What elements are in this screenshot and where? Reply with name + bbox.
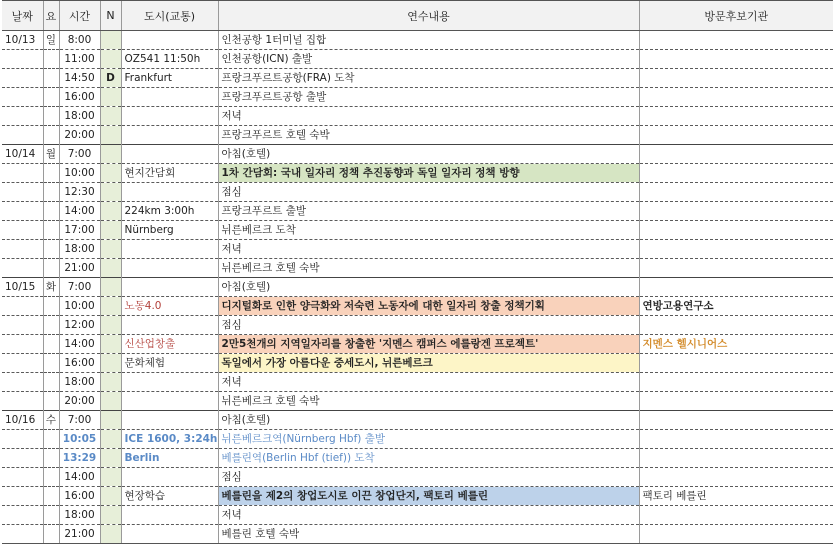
cell-date: 10/16 xyxy=(2,411,43,430)
cell-time: 10:00 xyxy=(59,297,100,316)
cell-org xyxy=(639,69,833,88)
cell-n xyxy=(100,297,121,316)
cell-city: OZ541 11:50h xyxy=(121,50,218,69)
cell-content: 프랑크푸르트 출발 xyxy=(218,202,639,221)
cell-n xyxy=(100,240,121,259)
cell-content: 독일에서 가장 아름다운 중세도시, 뉘른베르크 xyxy=(218,354,639,373)
cell-time: 20:00 xyxy=(59,392,100,411)
cell-day xyxy=(43,221,59,240)
cell-day xyxy=(43,69,59,88)
cell-n: D xyxy=(100,69,121,88)
cell-date xyxy=(2,430,43,449)
cell-city: 현지간담회 xyxy=(121,164,218,183)
cell-time: 11:00 xyxy=(59,50,100,69)
cell-date xyxy=(2,525,43,544)
cell-n xyxy=(100,373,121,392)
cell-date xyxy=(2,107,43,126)
table-row xyxy=(2,107,833,126)
cell-time: 8:00 xyxy=(59,31,100,50)
cell-time: 12:00 xyxy=(59,316,100,335)
cell-org xyxy=(639,221,833,240)
cell-n xyxy=(100,107,121,126)
table-row xyxy=(2,50,833,69)
header-content: 연수내용 xyxy=(218,1,639,31)
cell-date xyxy=(2,202,43,221)
cell-city xyxy=(121,278,218,297)
cell-n xyxy=(100,145,121,164)
cell-content: 인천공항(ICN) 출발 xyxy=(218,50,639,69)
cell-day xyxy=(43,183,59,202)
cell-date xyxy=(2,335,43,354)
cell-city xyxy=(121,183,218,202)
cell-date xyxy=(2,316,43,335)
header-org: 방문후보기관 xyxy=(639,1,833,31)
cell-time: 7:00 xyxy=(59,411,100,430)
cell-content: 1차 간담회: 국내 일자리 정책 추진동향과 독일 일자리 정책 방향 xyxy=(218,164,639,183)
cell-date xyxy=(2,506,43,525)
table-row xyxy=(2,221,833,240)
cell-day: 일 xyxy=(43,31,59,50)
cell-city xyxy=(121,392,218,411)
cell-org xyxy=(639,50,833,69)
cell-day xyxy=(43,449,59,468)
cell-day xyxy=(43,525,59,544)
cell-day xyxy=(43,107,59,126)
itinerary-table xyxy=(2,0,833,544)
cell-day xyxy=(43,487,59,506)
table-row xyxy=(2,202,833,221)
cell-date xyxy=(2,259,43,278)
cell-time: 10:00 xyxy=(59,164,100,183)
cell-content: 뉘른베르크 호텔 숙박 xyxy=(218,392,639,411)
cell-time: 20:00 xyxy=(59,126,100,145)
cell-time: 18:00 xyxy=(59,107,100,126)
cell-org xyxy=(639,525,833,544)
cell-day xyxy=(43,506,59,525)
cell-content: 저녁 xyxy=(218,373,639,392)
table-row xyxy=(2,145,833,164)
cell-org xyxy=(639,411,833,430)
cell-day xyxy=(43,50,59,69)
cell-org xyxy=(639,430,833,449)
cell-org: 지멘스 헬시니어스 xyxy=(639,335,833,354)
cell-date xyxy=(2,297,43,316)
header-day: 요 xyxy=(43,1,59,31)
cell-date xyxy=(2,373,43,392)
cell-day: 월 xyxy=(43,145,59,164)
cell-day xyxy=(43,430,59,449)
table-row xyxy=(2,335,833,354)
cell-content: 저녁 xyxy=(218,506,639,525)
cell-org xyxy=(639,468,833,487)
table-row xyxy=(2,278,833,297)
cell-n xyxy=(100,31,121,50)
cell-n xyxy=(100,316,121,335)
itinerary-body xyxy=(2,31,833,544)
cell-content: 디지털화로 인한 양극화와 저숙련 노동자에 대한 일자리 창출 정책기획 xyxy=(218,297,639,316)
cell-content: 점심 xyxy=(218,468,639,487)
cell-time: 14:00 xyxy=(59,468,100,487)
cell-city: 문화체험 xyxy=(121,354,218,373)
cell-date xyxy=(2,183,43,202)
table-row xyxy=(2,88,833,107)
cell-content: 뉘른베르크역(Nürnberg Hbf) 출발 xyxy=(218,430,639,449)
table-row xyxy=(2,487,833,506)
cell-day xyxy=(43,392,59,411)
cell-day xyxy=(43,259,59,278)
cell-content: 아침(호텔) xyxy=(218,145,639,164)
table-row xyxy=(2,69,833,88)
cell-date: 10/13 xyxy=(2,31,43,50)
cell-content: 저녁 xyxy=(218,240,639,259)
cell-city xyxy=(121,88,218,107)
cell-time: 21:00 xyxy=(59,259,100,278)
cell-n xyxy=(100,50,121,69)
cell-org xyxy=(639,392,833,411)
cell-date xyxy=(2,392,43,411)
cell-date: 10/15 xyxy=(2,278,43,297)
cell-content: 뉘른베르크 도착 xyxy=(218,221,639,240)
cell-time: 13:29 xyxy=(59,449,100,468)
cell-city xyxy=(121,126,218,145)
header-city: 도시(교통) xyxy=(121,1,218,31)
cell-time: 7:00 xyxy=(59,145,100,164)
cell-date xyxy=(2,126,43,145)
cell-org xyxy=(639,278,833,297)
cell-day: 수 xyxy=(43,411,59,430)
cell-city xyxy=(121,145,218,164)
cell-time: 16:00 xyxy=(59,88,100,107)
cell-org xyxy=(639,354,833,373)
cell-time: 10:05 xyxy=(59,430,100,449)
cell-date xyxy=(2,354,43,373)
cell-org xyxy=(639,373,833,392)
cell-content: 프랑크푸르트 호텔 숙박 xyxy=(218,126,639,145)
cell-content: 베를린역(Berlin Hbf (tief)) 도착 xyxy=(218,449,639,468)
cell-city: ICE 1600, 3:24h xyxy=(121,430,218,449)
cell-org xyxy=(639,259,833,278)
cell-day xyxy=(43,126,59,145)
cell-date xyxy=(2,50,43,69)
table-row xyxy=(2,316,833,335)
cell-city: 현장학습 xyxy=(121,487,218,506)
cell-day xyxy=(43,240,59,259)
table-row xyxy=(2,468,833,487)
cell-org xyxy=(639,506,833,525)
table-row xyxy=(2,392,833,411)
cell-content: 뉘른베르크 호텔 숙박 xyxy=(218,259,639,278)
table-row xyxy=(2,126,833,145)
table-row xyxy=(2,183,833,202)
cell-n xyxy=(100,88,121,107)
cell-city xyxy=(121,411,218,430)
cell-day: 화 xyxy=(43,278,59,297)
table-row xyxy=(2,240,833,259)
cell-city: 224km 3:00h xyxy=(121,202,218,221)
cell-n xyxy=(100,126,121,145)
cell-org xyxy=(639,202,833,221)
table-row xyxy=(2,259,833,278)
cell-city xyxy=(121,31,218,50)
cell-day xyxy=(43,88,59,107)
cell-time: 18:00 xyxy=(59,240,100,259)
cell-date xyxy=(2,164,43,183)
cell-city xyxy=(121,107,218,126)
cell-time: 12:30 xyxy=(59,183,100,202)
cell-city: 노동4.0 xyxy=(121,297,218,316)
cell-city xyxy=(121,468,218,487)
header-n: N xyxy=(100,1,121,31)
cell-n xyxy=(100,354,121,373)
cell-n xyxy=(100,449,121,468)
cell-day xyxy=(43,316,59,335)
cell-org xyxy=(639,183,833,202)
table-row xyxy=(2,354,833,373)
cell-date xyxy=(2,449,43,468)
cell-date xyxy=(2,88,43,107)
cell-n xyxy=(100,221,121,240)
cell-time: 18:00 xyxy=(59,373,100,392)
cell-date: 10/14 xyxy=(2,145,43,164)
cell-city xyxy=(121,373,218,392)
cell-n xyxy=(100,259,121,278)
cell-time: 16:00 xyxy=(59,354,100,373)
cell-org xyxy=(639,126,833,145)
cell-date xyxy=(2,221,43,240)
table-row xyxy=(2,411,833,430)
cell-time: 14:50 xyxy=(59,69,100,88)
cell-day xyxy=(43,202,59,221)
table-row xyxy=(2,297,833,316)
cell-org xyxy=(639,316,833,335)
cell-org xyxy=(639,164,833,183)
cell-n xyxy=(100,392,121,411)
cell-n xyxy=(100,487,121,506)
cell-content: 아침(호텔) xyxy=(218,411,639,430)
cell-content: 인천공항 1터미널 집합 xyxy=(218,31,639,50)
cell-city: Frankfurt xyxy=(121,69,218,88)
cell-date xyxy=(2,468,43,487)
cell-org: 연방고용연구소 xyxy=(639,297,833,316)
cell-n xyxy=(100,335,121,354)
table-row xyxy=(2,31,833,50)
table-row xyxy=(2,164,833,183)
cell-city: Berlin xyxy=(121,449,218,468)
cell-n xyxy=(100,411,121,430)
cell-city xyxy=(121,316,218,335)
table-row xyxy=(2,506,833,525)
cell-n xyxy=(100,164,121,183)
cell-day xyxy=(43,373,59,392)
table-row xyxy=(2,449,833,468)
cell-n xyxy=(100,525,121,544)
cell-city: 신산업창출 xyxy=(121,335,218,354)
cell-time: 17:00 xyxy=(59,221,100,240)
cell-city xyxy=(121,525,218,544)
table-row xyxy=(2,430,833,449)
cell-content: 프랑크푸르트공항 출발 xyxy=(218,88,639,107)
cell-time: 14:00 xyxy=(59,202,100,221)
table-row xyxy=(2,525,833,544)
cell-content: 프랑크푸르트공항(FRA) 도착 xyxy=(218,69,639,88)
cell-org: 팩토리 베를린 xyxy=(639,487,833,506)
cell-day xyxy=(43,297,59,316)
cell-org xyxy=(639,240,833,259)
cell-time: 18:00 xyxy=(59,506,100,525)
cell-day xyxy=(43,468,59,487)
cell-time: 21:00 xyxy=(59,525,100,544)
cell-day xyxy=(43,335,59,354)
table-row xyxy=(2,373,833,392)
cell-org xyxy=(639,31,833,50)
cell-n xyxy=(100,202,121,221)
cell-date xyxy=(2,487,43,506)
cell-n xyxy=(100,278,121,297)
cell-content: 베를린을 제2의 창업도시로 이끈 창업단지, 팩토리 베를린 xyxy=(218,487,639,506)
cell-content: 베를린 호텔 숙박 xyxy=(218,525,639,544)
cell-city xyxy=(121,506,218,525)
cell-n xyxy=(100,506,121,525)
cell-n xyxy=(100,468,121,487)
cell-org xyxy=(639,449,833,468)
cell-time: 7:00 xyxy=(59,278,100,297)
cell-n xyxy=(100,183,121,202)
cell-city: Nürnberg xyxy=(121,221,218,240)
cell-org xyxy=(639,107,833,126)
cell-content: 아침(호텔) xyxy=(218,278,639,297)
cell-day xyxy=(43,164,59,183)
cell-date xyxy=(2,240,43,259)
header-date: 날짜 xyxy=(2,1,43,31)
cell-city xyxy=(121,240,218,259)
cell-org xyxy=(639,145,833,164)
cell-city xyxy=(121,259,218,278)
cell-content: 저녁 xyxy=(218,107,639,126)
cell-time: 14:00 xyxy=(59,335,100,354)
cell-content: 점심 xyxy=(218,183,639,202)
cell-n xyxy=(100,430,121,449)
cell-date xyxy=(2,69,43,88)
cell-content: 점심 xyxy=(218,316,639,335)
cell-org xyxy=(639,88,833,107)
cell-content: 2만5천개의 지역일자리를 창출한 '지멘스 캠퍼스 에를랑겐 프로젝트' xyxy=(218,335,639,354)
cell-day xyxy=(43,354,59,373)
cell-time: 16:00 xyxy=(59,487,100,506)
header-row xyxy=(2,1,833,31)
header-time: 시간 xyxy=(59,1,100,31)
